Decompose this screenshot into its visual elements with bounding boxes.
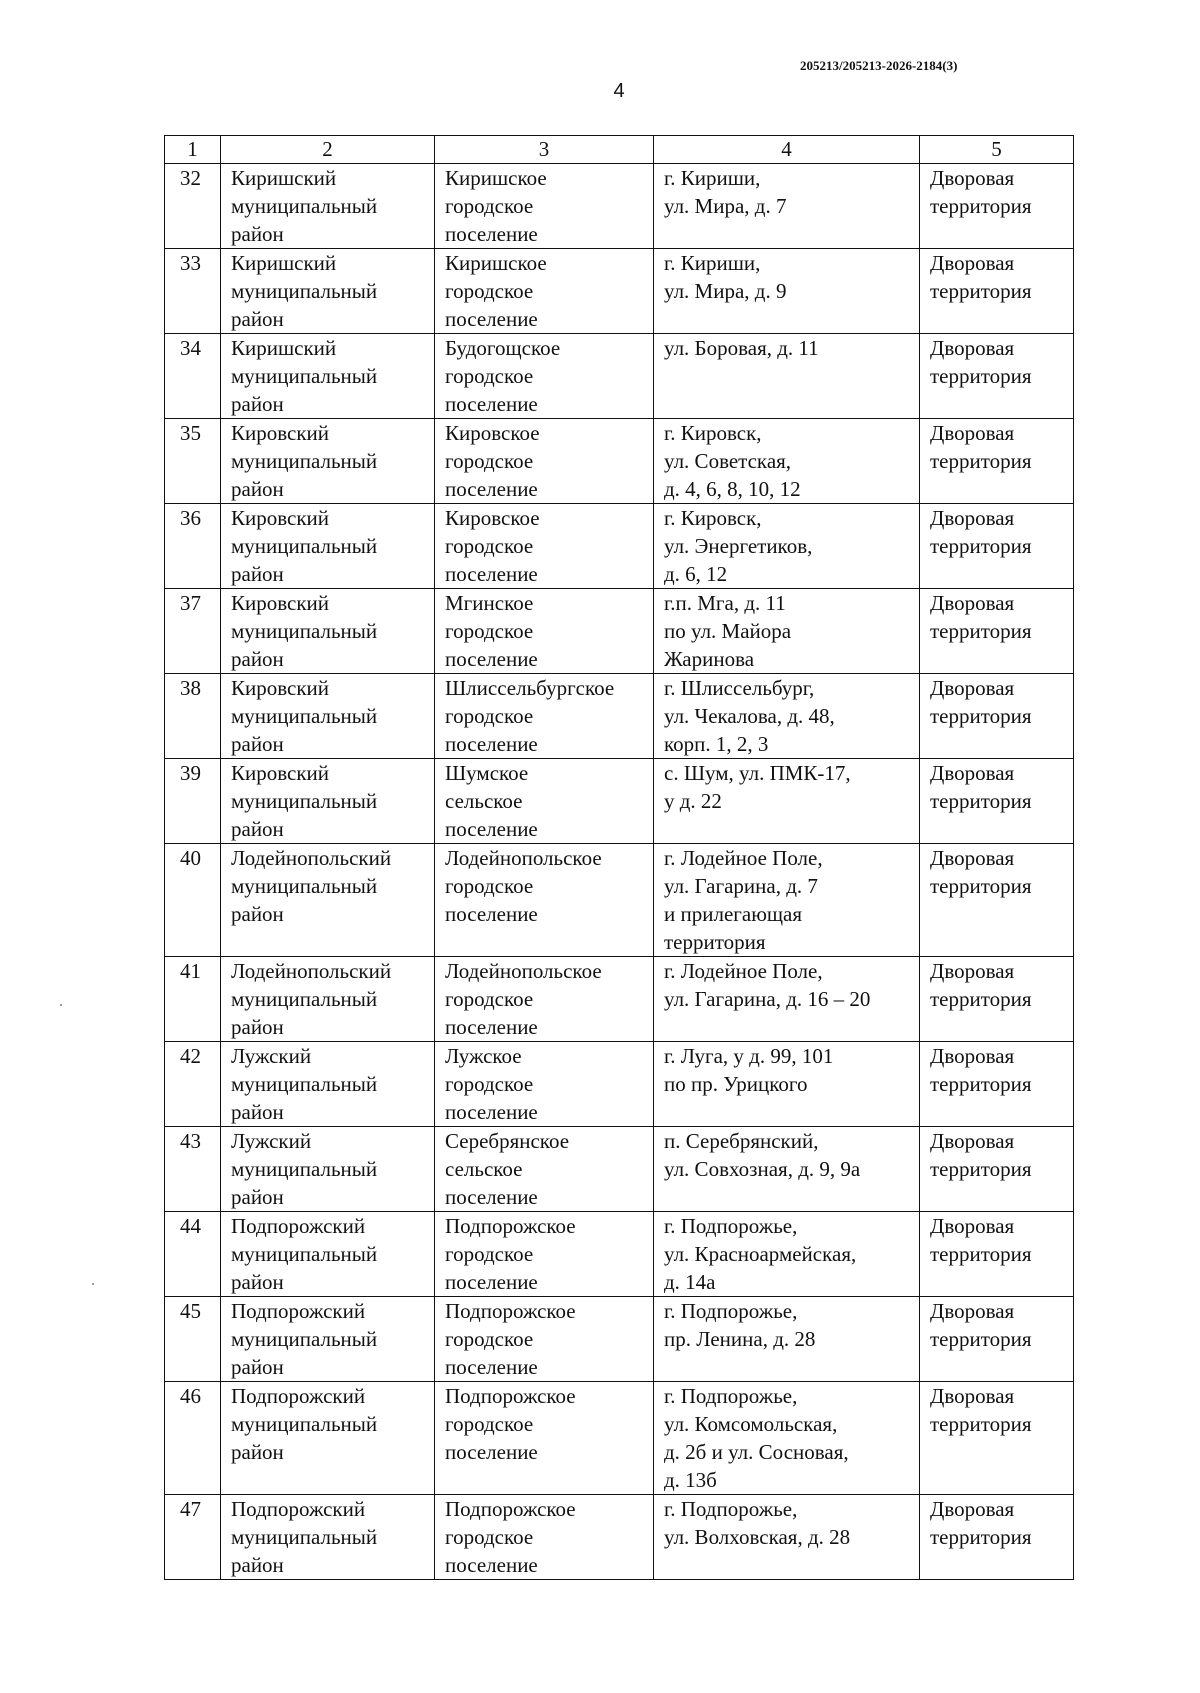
territory-type-cell: [920, 504, 1074, 589]
cell-text-line: городское: [445, 279, 534, 303]
cell-text-line: Подпорожский: [231, 1214, 366, 1238]
cell-text-line: городское: [445, 619, 534, 643]
municipal-district-cell: [221, 1042, 435, 1127]
cell-text-line: Киришский: [231, 251, 337, 275]
cell-text-line: городское: [445, 704, 534, 728]
cell-text-line: Кировский: [231, 676, 330, 700]
cell-text-line: район: [231, 732, 284, 756]
territory-type-cell: [920, 164, 1074, 249]
table-row: [165, 1212, 1074, 1297]
cell-text-line: район: [231, 1270, 284, 1294]
address-cell: [654, 1382, 920, 1495]
address-cell: [654, 759, 920, 844]
cell-text-line: Дворовая: [930, 761, 1015, 785]
table-row: [165, 1495, 1074, 1580]
cell-text-line: Подпорожское: [445, 1384, 576, 1408]
cell-text-line: Кировский: [231, 421, 330, 445]
settlement-cell: [435, 164, 654, 249]
territory-type-cell: [920, 334, 1074, 419]
settlement-cell: [435, 844, 654, 957]
municipal-district-cell: [221, 249, 435, 334]
row-number-cell: 45: [165, 1297, 221, 1382]
cell-text-line: муниципальный: [231, 534, 378, 558]
cell-text-line: район: [231, 477, 284, 501]
cell-text-line: г.п. Мга, д. 11: [664, 591, 786, 615]
address-cell: [654, 674, 920, 759]
address-cell: [654, 589, 920, 674]
cell-text-line: территория: [930, 619, 1032, 643]
cell-text-line: территория: [930, 704, 1032, 728]
address-cell: [654, 1212, 920, 1297]
cell-text-line: поселение: [445, 647, 538, 671]
cell-text-line: Подпорожский: [231, 1497, 366, 1521]
cell-text-line: муниципальный: [231, 874, 378, 898]
cell-text-line: Лужский: [231, 1044, 312, 1068]
cell-text-line: Жаринова: [664, 647, 755, 671]
cell-text-line: ул. Чекалова, д. 48,: [664, 704, 835, 728]
cell-text-line: Дворовая: [930, 166, 1015, 190]
column-number-header: 5: [920, 136, 1074, 164]
cell-text-line: ул. Комсомольская,: [664, 1412, 838, 1436]
territory-type-cell: [920, 1042, 1074, 1127]
cell-text-line: городское: [445, 1327, 534, 1351]
cell-text-line: д. 2б и ул. Сосновая,: [664, 1440, 849, 1464]
cell-text-line: территория: [930, 279, 1032, 303]
cell-text-line: городское: [445, 364, 534, 388]
cell-text-line: Кировский: [231, 506, 330, 530]
cell-text-line: Дворовая: [930, 959, 1015, 983]
municipal-district-cell: [221, 844, 435, 957]
cell-text-line: муниципальный: [231, 1157, 378, 1181]
cell-text-line: район: [231, 1440, 284, 1464]
cell-text-line: Кировский: [231, 591, 330, 615]
row-number-cell: 39: [165, 759, 221, 844]
cell-text-line: Лодейнопольский: [231, 959, 392, 983]
cell-text-line: муниципальный: [231, 1525, 378, 1549]
cell-text-line: район: [231, 392, 284, 416]
territory-type-cell: [920, 1127, 1074, 1212]
cell-text-line: Дворовая: [930, 1384, 1015, 1408]
cell-text-line: сельское: [445, 789, 523, 813]
cell-text-line: Дворовая: [930, 1044, 1015, 1068]
cell-text-line: ул. Боровая, д. 11: [664, 336, 819, 360]
cell-text-line: ул. Совхозная, д. 9, 9а: [664, 1157, 861, 1181]
cell-text-line: муниципальный: [231, 364, 378, 388]
cell-text-line: и прилегающая: [664, 902, 803, 926]
cell-text-line: городское: [445, 874, 534, 898]
table-row: [165, 1127, 1074, 1212]
settlement-cell: [435, 759, 654, 844]
cell-text-line: Дворовая: [930, 251, 1015, 275]
cell-text-line: г. Подпорожье,: [664, 1214, 798, 1238]
cell-text-line: поселение: [445, 732, 538, 756]
cell-text-line: муниципальный: [231, 987, 378, 1011]
cell-text-line: с. Шум, ул. ПМК-17,: [664, 761, 851, 785]
cell-text-line: Дворовая: [930, 1299, 1015, 1323]
cell-text-line: поселение: [445, 1100, 538, 1124]
settlement-cell: [435, 1042, 654, 1127]
territory-type-cell: [920, 1382, 1074, 1495]
cell-text-line: ул. Гагарина, д. 16 – 20: [664, 987, 871, 1011]
cell-text-line: Лужское: [445, 1044, 522, 1068]
territory-type-cell: [920, 589, 1074, 674]
column-number-row: [165, 136, 1074, 164]
cell-text-line: г. Шлиссельбург,: [664, 676, 815, 700]
cell-text-line: Лодейнопольский: [231, 846, 392, 870]
column-number-header: 1: [165, 136, 221, 164]
cell-text-line: городское: [445, 987, 534, 1011]
cell-text-line: г. Кириши,: [664, 166, 761, 190]
cell-text-line: Киришский: [231, 336, 337, 360]
settlement-cell: [435, 674, 654, 759]
table-row: [165, 504, 1074, 589]
row-number-cell: 47: [165, 1495, 221, 1580]
cell-text-line: муниципальный: [231, 279, 378, 303]
cell-text-line: Шумское: [445, 761, 529, 785]
settlement-cell: [435, 504, 654, 589]
settlement-cell: [435, 589, 654, 674]
cell-text-line: Кировское: [445, 421, 540, 445]
settlement-cell: [435, 1127, 654, 1212]
settlement-cell: [435, 1297, 654, 1382]
cell-text-line: район: [231, 562, 284, 586]
row-number-cell: 35: [165, 419, 221, 504]
cell-text-line: поселение: [445, 1440, 538, 1464]
cell-text-line: территория: [930, 789, 1032, 813]
cell-text-line: поселение: [445, 307, 538, 331]
cell-text-line: территория: [930, 987, 1032, 1011]
row-number-cell: 38: [165, 674, 221, 759]
cell-text-line: городское: [445, 1412, 534, 1436]
cell-text-line: район: [231, 1355, 284, 1379]
cell-text-line: корп. 1, 2, 3: [664, 732, 769, 756]
cell-text-line: территория: [930, 1072, 1032, 1096]
settlement-cell: [435, 1382, 654, 1495]
cell-text-line: территория: [930, 449, 1032, 473]
municipal-district-cell: [221, 589, 435, 674]
cell-text-line: г. Кириши,: [664, 251, 761, 275]
municipal-district-cell: [221, 419, 435, 504]
address-cell: [654, 957, 920, 1042]
cell-text-line: Кировское: [445, 506, 540, 530]
cell-text-line: Лодейнопольское: [445, 846, 602, 870]
municipal-district-cell: [221, 957, 435, 1042]
cell-text-line: Киришское: [445, 251, 547, 275]
cell-text-line: пр. Ленина, д. 28: [664, 1327, 816, 1351]
cell-text-line: муниципальный: [231, 1242, 378, 1266]
document-registration-code: 205213/205213-2026-2184(3): [800, 58, 958, 73]
cell-text-line: г. Лодейное Поле,: [664, 846, 823, 870]
cell-text-line: Кировский: [231, 761, 330, 785]
cell-text-line: Шлиссельбургское: [445, 676, 615, 700]
municipal-district-cell: [221, 1297, 435, 1382]
scan-speck-left-lower: [92, 1283, 94, 1285]
cell-text-line: Дворовая: [930, 1214, 1015, 1238]
address-cell: [654, 334, 920, 419]
cell-text-line: муниципальный: [231, 1072, 378, 1096]
address-cell: [654, 1495, 920, 1580]
cell-text-line: муниципальный: [231, 704, 378, 728]
table-row: [165, 957, 1074, 1042]
cell-text-line: Подпорожское: [445, 1497, 576, 1521]
cell-text-line: поселение: [445, 902, 538, 926]
cell-text-line: городское: [445, 1525, 534, 1549]
table-row: [165, 249, 1074, 334]
cell-text-line: поселение: [445, 477, 538, 501]
cell-text-line: поселение: [445, 817, 538, 841]
cell-text-line: район: [231, 307, 284, 331]
cell-text-line: муниципальный: [231, 1327, 378, 1351]
cell-text-line: муниципальный: [231, 619, 378, 643]
address-cell: [654, 249, 920, 334]
row-number-cell: 37: [165, 589, 221, 674]
cell-text-line: сельское: [445, 1157, 523, 1181]
municipal-district-cell: [221, 759, 435, 844]
cell-text-line: территория: [664, 930, 766, 954]
column-number-header: 4: [654, 136, 920, 164]
row-number-cell: 34: [165, 334, 221, 419]
address-cell: [654, 844, 920, 957]
cell-text-line: Дворовая: [930, 1497, 1015, 1521]
cell-text-line: Подпорожский: [231, 1384, 366, 1408]
cell-text-line: г. Кировск,: [664, 506, 762, 530]
municipal-district-cell: [221, 1495, 435, 1580]
cell-text-line: д. 6, 12: [664, 562, 728, 586]
row-number-cell: 46: [165, 1382, 221, 1495]
cell-text-line: муниципальный: [231, 789, 378, 813]
cell-text-line: район: [231, 1185, 284, 1209]
cell-text-line: территория: [930, 534, 1032, 558]
address-cell: [654, 504, 920, 589]
cell-text-line: г. Кировск,: [664, 421, 762, 445]
cell-text-line: г. Подпорожье,: [664, 1497, 798, 1521]
cell-text-line: поселение: [445, 1553, 538, 1577]
settlement-cell: [435, 334, 654, 419]
territory-type-cell: [920, 1212, 1074, 1297]
cell-text-line: район: [231, 817, 284, 841]
table-body: [165, 164, 1074, 1580]
table-row: [165, 589, 1074, 674]
cell-text-line: Лужский: [231, 1129, 312, 1153]
cell-text-line: ул. Энергетиков,: [664, 534, 813, 558]
territory-list-table: [164, 135, 1074, 1580]
municipal-district-cell: [221, 1382, 435, 1495]
cell-text-line: Дворовая: [930, 1129, 1015, 1153]
cell-text-line: Киришский: [231, 166, 337, 190]
cell-text-line: Подпорожский: [231, 1299, 366, 1323]
address-cell: [654, 1297, 920, 1382]
municipal-district-cell: [221, 1127, 435, 1212]
cell-text-line: д. 4, 6, 8, 10, 12: [664, 477, 801, 501]
table-row: [165, 419, 1074, 504]
cell-text-line: ул. Гагарина, д. 7: [664, 874, 818, 898]
settlement-cell: [435, 249, 654, 334]
cell-text-line: Серебрянское: [445, 1129, 570, 1153]
cell-text-line: Лодейнопольское: [445, 959, 602, 983]
cell-text-line: поселение: [445, 562, 538, 586]
cell-text-line: г. Подпорожье,: [664, 1299, 798, 1323]
cell-text-line: поселение: [445, 1015, 538, 1039]
cell-text-line: поселение: [445, 1270, 538, 1294]
cell-text-line: Дворовая: [930, 846, 1015, 870]
cell-text-line: территория: [930, 1157, 1032, 1181]
table-row: [165, 674, 1074, 759]
row-number-cell: 40: [165, 844, 221, 957]
municipal-district-cell: [221, 674, 435, 759]
settlement-cell: [435, 957, 654, 1042]
territory-type-cell: [920, 674, 1074, 759]
address-cell: [654, 1042, 920, 1127]
row-number-cell: 36: [165, 504, 221, 589]
cell-text-line: Подпорожское: [445, 1214, 576, 1238]
cell-text-line: Подпорожское: [445, 1299, 576, 1323]
cell-text-line: поселение: [445, 1185, 538, 1209]
cell-text-line: ул. Волховская, д. 28: [664, 1525, 851, 1549]
cell-text-line: поселение: [445, 1355, 538, 1379]
municipal-district-cell: [221, 334, 435, 419]
cell-text-line: Киришское: [445, 166, 547, 190]
column-number-header: 2: [221, 136, 435, 164]
row-number-cell: 42: [165, 1042, 221, 1127]
cell-text-line: район: [231, 222, 284, 246]
scan-speck-left: [60, 1004, 62, 1006]
row-number-cell: 43: [165, 1127, 221, 1212]
municipal-district-cell: [221, 504, 435, 589]
territory-type-cell: [920, 957, 1074, 1042]
cell-text-line: городское: [445, 1242, 534, 1266]
address-cell: [654, 419, 920, 504]
table-row: [165, 164, 1074, 249]
cell-text-line: территория: [930, 1327, 1032, 1351]
cell-text-line: городское: [445, 194, 534, 218]
cell-text-line: Мгинское: [445, 591, 534, 615]
cell-text-line: Дворовая: [930, 676, 1015, 700]
cell-text-line: г. Луга, у д. 99, 101: [664, 1044, 834, 1068]
cell-text-line: район: [231, 1553, 284, 1577]
cell-text-line: муниципальный: [231, 194, 378, 218]
cell-text-line: городское: [445, 1072, 534, 1096]
cell-text-line: по ул. Майора: [664, 619, 792, 643]
territory-type-cell: [920, 1495, 1074, 1580]
row-number-cell: 41: [165, 957, 221, 1042]
cell-text-line: муниципальный: [231, 1412, 378, 1436]
address-cell: [654, 1127, 920, 1212]
cell-text-line: поселение: [445, 222, 538, 246]
territory-type-cell: [920, 844, 1074, 957]
cell-text-line: район: [231, 902, 284, 926]
cell-text-line: Дворовая: [930, 421, 1015, 445]
cell-text-line: по пр. Урицкого: [664, 1072, 808, 1096]
row-number-cell: 32: [165, 164, 221, 249]
territory-type-cell: [920, 759, 1074, 844]
cell-text-line: ул. Мира, д. 7: [664, 194, 787, 218]
cell-text-line: у д. 22: [664, 789, 722, 813]
table-row: [165, 759, 1074, 844]
territory-type-cell: [920, 249, 1074, 334]
table-row: [165, 1382, 1074, 1495]
cell-text-line: район: [231, 647, 284, 671]
column-number-header: 3: [435, 136, 654, 164]
cell-text-line: д. 14а: [664, 1270, 716, 1294]
table-row: [165, 844, 1074, 957]
cell-text-line: территория: [930, 194, 1032, 218]
cell-text-line: муниципальный: [231, 449, 378, 473]
municipal-district-cell: [221, 164, 435, 249]
cell-text-line: г. Подпорожье,: [664, 1384, 798, 1408]
table-row: [165, 1042, 1074, 1127]
territory-type-cell: [920, 419, 1074, 504]
cell-text-line: Дворовая: [930, 336, 1015, 360]
cell-text-line: территория: [930, 874, 1032, 898]
address-cell: [654, 164, 920, 249]
cell-text-line: территория: [930, 1242, 1032, 1266]
settlement-cell: [435, 1495, 654, 1580]
cell-text-line: п. Серебрянский,: [664, 1129, 819, 1153]
cell-text-line: ул. Мира, д. 9: [664, 279, 787, 303]
table-row: [165, 334, 1074, 419]
cell-text-line: городское: [445, 449, 534, 473]
page-number: 4: [613, 80, 625, 102]
row-number-cell: 33: [165, 249, 221, 334]
table-row: [165, 1297, 1074, 1382]
settlement-cell: [435, 1212, 654, 1297]
cell-text-line: ул. Советская,: [664, 449, 792, 473]
cell-text-line: ул. Красноармейская,: [664, 1242, 857, 1266]
territory-type-cell: [920, 1297, 1074, 1382]
row-number-cell: 44: [165, 1212, 221, 1297]
cell-text-line: д. 13б: [664, 1468, 717, 1492]
cell-text-line: г. Лодейное Поле,: [664, 959, 823, 983]
municipal-district-cell: [221, 1212, 435, 1297]
cell-text-line: район: [231, 1100, 284, 1124]
cell-text-line: Дворовая: [930, 506, 1015, 530]
cell-text-line: территория: [930, 1412, 1032, 1436]
cell-text-line: Будогощское: [445, 336, 561, 360]
cell-text-line: городское: [445, 534, 534, 558]
settlement-cell: [435, 419, 654, 504]
cell-text-line: поселение: [445, 392, 538, 416]
cell-text-line: район: [231, 1015, 284, 1039]
cell-text-line: территория: [930, 1525, 1032, 1549]
cell-text-line: Дворовая: [930, 591, 1015, 615]
cell-text-line: территория: [930, 364, 1032, 388]
